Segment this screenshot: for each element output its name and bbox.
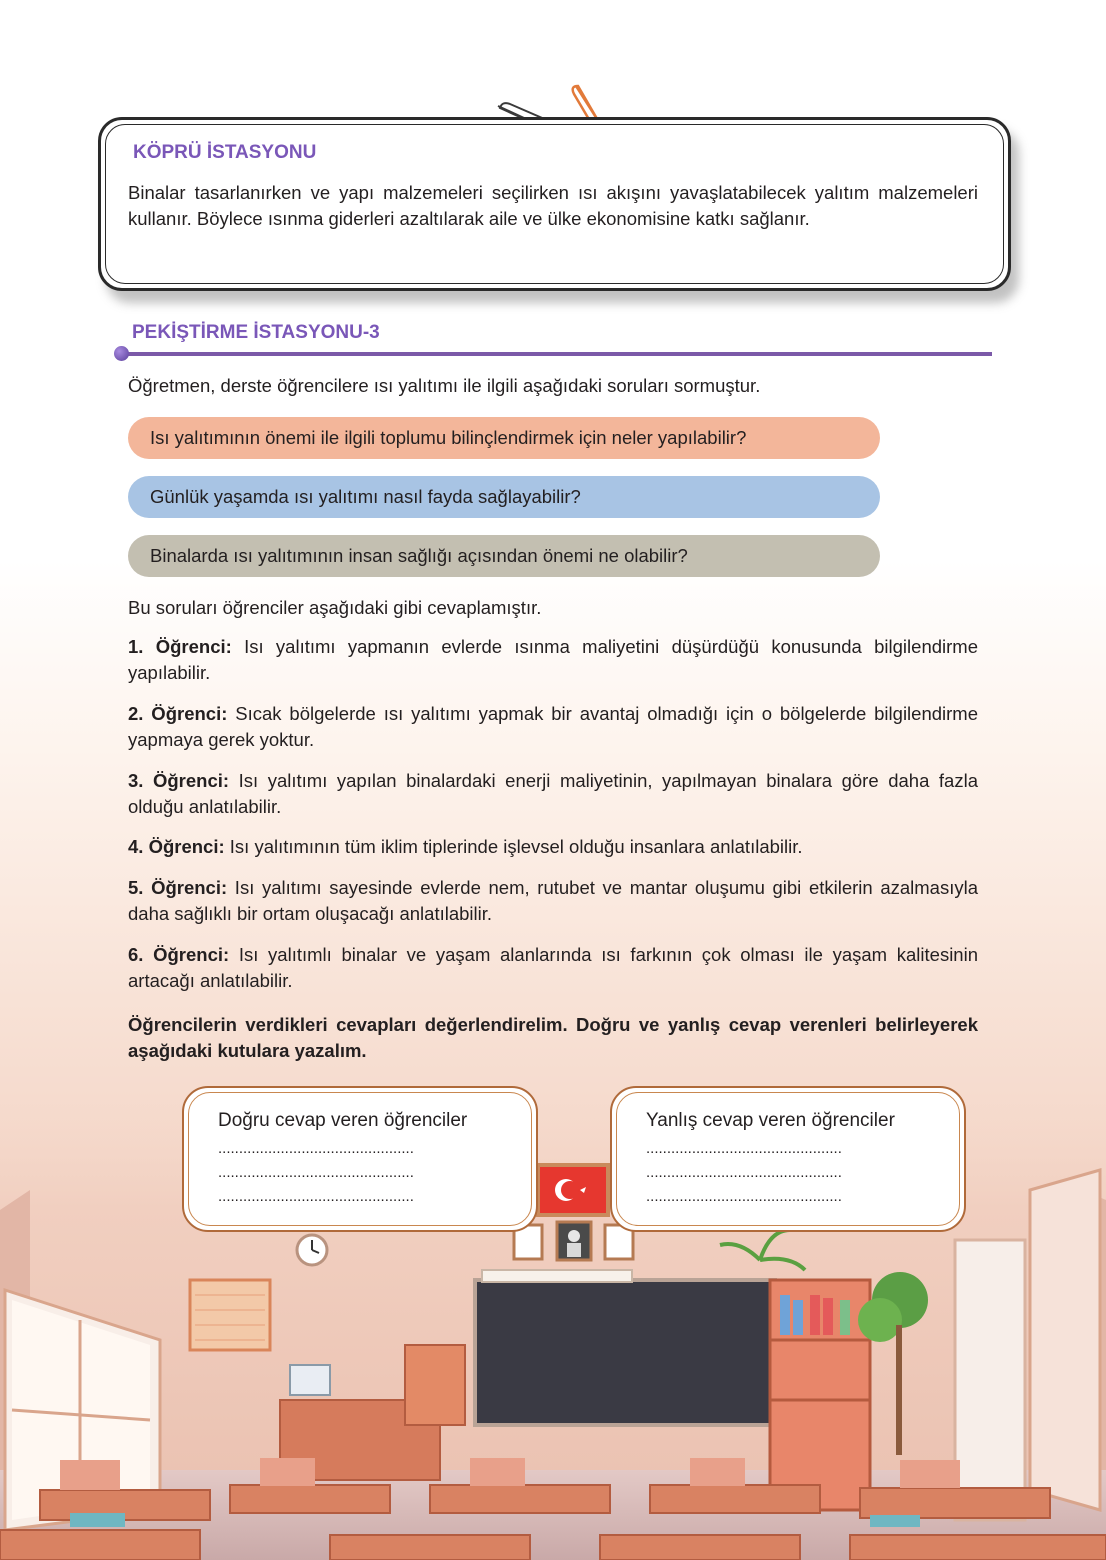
answer-text: Sıcak bölgelerde ısı yalıtımı yapmak bir avantaj olmadığı için o bölgelerde bilgilendirme yapmaya gerek yoktur.: [128, 703, 978, 750]
question-1: Isı yalıtımının önemi ile ilgili toplumu bilinçlendirmek için neler yapılabilir?: [128, 417, 880, 459]
write-line[interactable]: ...............................................: [218, 1140, 414, 1157]
correct-answers-label: Doğru cevap veren öğrenciler: [218, 1110, 468, 1131]
wrong-answers-label: Yanlış cevap veren öğrenciler: [646, 1110, 895, 1131]
answer-text: Isı yalıtımının tüm iklim tiplerinde işlevsel olduğu insanlara anlatılabilir.: [224, 836, 803, 857]
wrong-answers-box[interactable]: [610, 1086, 966, 1232]
answer-3: [128, 768, 978, 820]
write-line[interactable]: ...............................................: [646, 1164, 842, 1181]
station-title: PEKİŞTİRME İSTASYONU-3: [132, 322, 380, 343]
answer-label: 3. Öğrenci:: [128, 770, 230, 791]
answer-1: [128, 634, 978, 686]
answer-label: 2. Öğrenci:: [128, 703, 228, 724]
portrait-icon: [557, 1222, 591, 1260]
answer-text: Isı yalıtımı yapmanın evlerde ısınma maliyetini düşürdüğü konusunda bilgilendirme yapılabilir.: [128, 636, 978, 683]
answer-5: [128, 875, 978, 927]
bridge-station-title: KÖPRÜ İSTASYONU: [133, 142, 317, 163]
clock-icon: [297, 1235, 327, 1265]
answer-text: Isı yalıtımı sayesinde evlerde nem, rutubet ve mantar oluşumu gibi etkilerin azalmasıyla daha sağlıklı bir ortam oluşacağı anlatılabilir.: [128, 877, 979, 924]
answer-label: 6. Öğrenci:: [128, 944, 230, 965]
answer-label: 1. Öğrenci:: [128, 636, 232, 657]
write-line[interactable]: ...............................................: [646, 1140, 842, 1157]
answer-label: 4. Öğrenci:: [128, 836, 225, 857]
write-line[interactable]: ...............................................: [218, 1164, 414, 1181]
answer-6: [128, 942, 978, 994]
answers-intro: Bu soruları öğrenciler aşağıdaki gibi cevaplamıştır.: [128, 597, 542, 618]
task-instruction: Öğrencilerin verdikleri cevapları değerlendirelim. Doğru ve yanlış cevap verenleri belirleyerek aşağıdaki kutulara yazalım.: [128, 1014, 978, 1061]
write-line[interactable]: ...............................................: [646, 1188, 842, 1205]
station-bullet: [114, 346, 129, 361]
bridge-station-text: Binalar tasarlanırken ve yapı malzemeleri seçilirken ısı akışını yavaşlatabilecek yalıtım malzemeleri kullanır. Böylece ısınma giderleri azaltılarak aile ve ülke ekonomisine katkı sağlanır.: [128, 182, 978, 229]
question-3: Binalarda ısı yalıtımının insan sağlığı açısından önemi ne olabilir?: [128, 535, 880, 577]
answer-text: Isı yalıtımlı binalar ve yaşam alanlarında ısı farkının çok olması ile yaşam kalitesinin artacağı anlatılabilir.: [128, 944, 978, 991]
answer-text: Isı yalıtımı yapılan binalardaki enerji maliyetinin, yapılmayan binalara göre daha fazla olduğu anlatılabilir.: [128, 770, 978, 817]
answer-label: 5. Öğrenci:: [128, 877, 228, 898]
station-intro: Öğretmen, derste öğrencilere ısı yalıtımı ile ilgili aşağıdaki soruları sormuştur.: [128, 375, 761, 396]
station-divider: [120, 352, 992, 356]
flag-icon: [538, 1165, 608, 1215]
answer-4: [128, 834, 978, 860]
answer-2: [128, 701, 978, 753]
correct-answers-box[interactable]: [182, 1086, 538, 1232]
question-2: Günlük yaşamda ısı yalıtımı nasıl fayda sağlayabilir?: [128, 476, 880, 518]
write-line[interactable]: ...............................................: [218, 1188, 414, 1205]
